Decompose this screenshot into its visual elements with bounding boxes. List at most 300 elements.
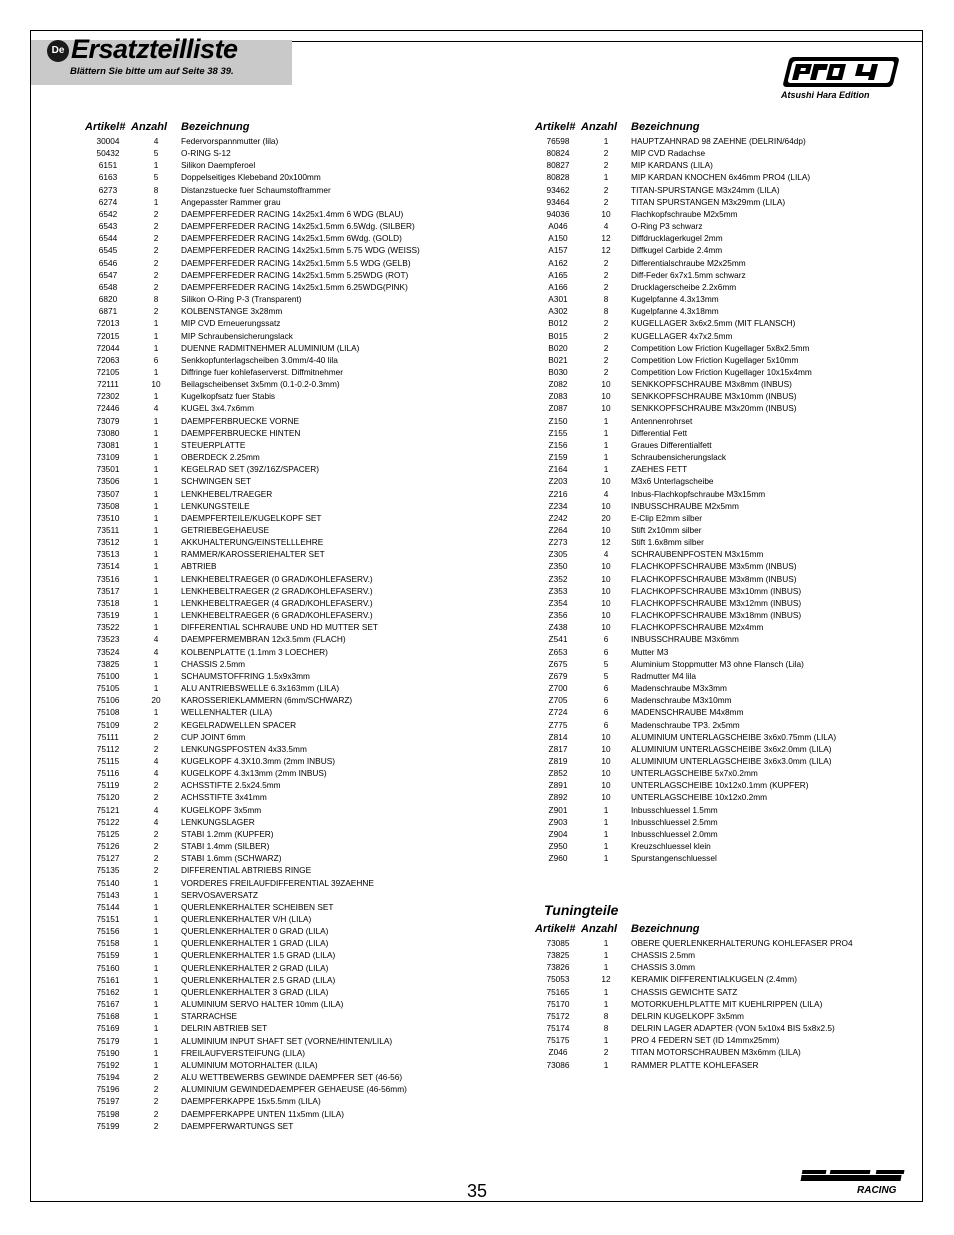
table-row bbox=[535, 621, 836, 633]
description: ALUMINIUM MOTORHALTER (LILA) bbox=[181, 1059, 318, 1070]
description: KERAMIK DIFFERENTIALKUGELN (2.4mm) bbox=[631, 974, 797, 985]
table-row bbox=[535, 147, 836, 159]
quantity: 2 bbox=[153, 1108, 159, 1119]
article-number: Z150 bbox=[548, 415, 568, 426]
table-row bbox=[535, 402, 836, 414]
quantity: 2 bbox=[153, 853, 159, 864]
quantity: 4 bbox=[153, 755, 159, 766]
table-row bbox=[85, 597, 420, 609]
article-number: B021 bbox=[548, 354, 568, 365]
quantity: 1 bbox=[153, 658, 159, 669]
article-number: A166 bbox=[548, 281, 568, 292]
description: KUGELLAGER 3x6x2.5mm (MIT FLANSCH) bbox=[631, 318, 796, 329]
quantity: 1 bbox=[153, 1035, 159, 1046]
description: HAUPTZAHNRAD 98 ZAEHNE (DELRIN/64dp) bbox=[631, 136, 806, 146]
description: QUERLENKERHALTER 0 GRAD (LILA) bbox=[181, 926, 329, 937]
quantity: 1 bbox=[153, 670, 159, 681]
table-row bbox=[535, 585, 836, 597]
quantity: 1 bbox=[603, 804, 609, 815]
article-number: Z541 bbox=[548, 634, 568, 645]
table-row bbox=[535, 755, 836, 767]
article-number: 6547 bbox=[98, 269, 118, 280]
quantity: 4 bbox=[603, 549, 609, 560]
article-number: 73507 bbox=[96, 488, 120, 499]
quantity: 1 bbox=[153, 366, 159, 377]
table-row bbox=[535, 330, 836, 342]
description: Diffkugel Carbide 2.4mm bbox=[631, 245, 723, 256]
article-number: A301 bbox=[548, 294, 568, 305]
description: DAEMPFERFEDER RACING 14x25x1.5mm 6Wdg. (GOLD) bbox=[181, 233, 402, 244]
table-row bbox=[535, 208, 836, 220]
article-number: 75127 bbox=[96, 853, 120, 864]
article-number: Z724 bbox=[548, 707, 568, 718]
table-row bbox=[535, 548, 836, 560]
quantity: 2 bbox=[603, 281, 609, 292]
article-number: 75169 bbox=[96, 1023, 120, 1034]
description: LENKUNGSPFOSTEN 4x33.5mm bbox=[181, 743, 307, 754]
quantity: 1 bbox=[153, 877, 159, 888]
article-number: 73506 bbox=[96, 476, 120, 487]
table-row bbox=[85, 1108, 420, 1120]
table-row bbox=[535, 1046, 853, 1058]
description: DELRIN KUGELKOPF 3x5mm bbox=[631, 1010, 744, 1021]
quantity: 10 bbox=[601, 573, 611, 584]
article-number: 73512 bbox=[96, 537, 120, 548]
article-number: 72446 bbox=[96, 403, 120, 414]
quantity: 1 bbox=[603, 841, 609, 852]
article-number: 75158 bbox=[96, 938, 120, 949]
description: MADENSCHRAUBE M4x8mm bbox=[631, 707, 744, 718]
table-row bbox=[85, 427, 420, 439]
quantity: 1 bbox=[603, 853, 609, 864]
description: Competition Low Friction Kugellager 10x15x4mm bbox=[631, 366, 812, 377]
quantity: 1 bbox=[153, 415, 159, 426]
article-number: 73514 bbox=[96, 561, 120, 572]
article-number: 75106 bbox=[96, 695, 120, 706]
description: ACHSSTIFTE 2.5x24.5mm bbox=[181, 780, 281, 791]
table-row bbox=[535, 743, 836, 755]
article-number: 93462 bbox=[546, 184, 570, 195]
table-row bbox=[535, 135, 836, 147]
quantity: 6 bbox=[603, 719, 609, 730]
tuning-parts-table bbox=[535, 923, 853, 1071]
description: VORDERES FREILAUFDIFFERENTIAL 39ZAEHNE bbox=[181, 877, 374, 888]
article-number: 75119 bbox=[96, 780, 120, 791]
article-number: 80824 bbox=[546, 148, 570, 159]
quantity: 1 bbox=[603, 962, 609, 973]
article-number: Z438 bbox=[548, 622, 568, 633]
description: KUGELKOPF 4.3X10.3mm (2mm INBUS) bbox=[181, 755, 335, 766]
description: CHASSIS GEWICHTE SATZ bbox=[631, 986, 738, 997]
description: Stift 1.6x8mm silber bbox=[631, 537, 704, 548]
article-number: Z353 bbox=[548, 585, 568, 596]
table-row bbox=[85, 463, 420, 475]
article-number: 75111 bbox=[97, 731, 119, 742]
description: Competition Low Friction Kugellager 5x10mm bbox=[631, 354, 799, 365]
quantity: 4 bbox=[153, 816, 159, 827]
description: PRO 4 FEDERN SET (ID 14mmx25mm) bbox=[631, 1035, 780, 1046]
article-number: Z901 bbox=[548, 804, 568, 815]
article-number: 75170 bbox=[546, 998, 570, 1009]
article-number: 73513 bbox=[96, 549, 120, 560]
quantity: 2 bbox=[153, 719, 159, 730]
article-number: 75194 bbox=[96, 1072, 120, 1083]
table-row bbox=[535, 427, 836, 439]
page-subtitle: Blättern Sie bitte um auf Seite 38 39. bbox=[70, 66, 234, 77]
description: DAEMPFERFEDER RACING 14x25x1.5mm 5.5 WDG (GELB) bbox=[181, 257, 411, 268]
article-number: 72015 bbox=[96, 330, 120, 341]
description: DELRIN ABTRIEB SET bbox=[181, 1023, 268, 1034]
article-number: Z264 bbox=[548, 525, 568, 535]
quantity: 2 bbox=[153, 841, 159, 852]
article-number: Z653 bbox=[548, 646, 568, 657]
description: DUENNE RADMITNEHMER ALUMINIUM (LILA) bbox=[181, 342, 360, 353]
quantity: 2 bbox=[603, 257, 609, 268]
table-row bbox=[535, 597, 836, 609]
article-number: 75112 bbox=[96, 743, 120, 754]
quantity: 10 bbox=[601, 561, 611, 572]
description: FREILAUFVERSTEIFUNG (LILA) bbox=[181, 1047, 306, 1058]
article-number: 72063 bbox=[96, 354, 120, 365]
description: DAEMPFERFEDER RACING 14x25x1.4mm 6 WDG (BLAU) bbox=[181, 208, 404, 219]
table-row bbox=[535, 1022, 853, 1034]
table-row bbox=[535, 852, 836, 864]
page-number: 35 bbox=[466, 1181, 488, 1201]
quantity: 1 bbox=[153, 938, 159, 949]
quantity: 4 bbox=[603, 221, 609, 232]
description: KUGELKOPF 4.3x13mm (2mm INBUS) bbox=[181, 768, 327, 779]
quantity: 2 bbox=[603, 184, 609, 195]
article-number: 75105 bbox=[96, 683, 120, 694]
table-row bbox=[535, 609, 836, 621]
quantity: 1 bbox=[153, 525, 159, 535]
description: KUGEL 3x4.7x6mm bbox=[181, 403, 255, 414]
quantity: 1 bbox=[153, 926, 159, 937]
description: Madenschraube TP3. 2x5mm bbox=[631, 719, 740, 730]
pro4-logo bbox=[775, 52, 911, 102]
article-number: 72302 bbox=[96, 391, 120, 402]
description: ALU ANTRIEBSWELLE 6.3x163mm (LILA) bbox=[181, 683, 340, 694]
description: Competition Low Friction Kugellager 5x8x2.5mm bbox=[631, 342, 810, 353]
description: Inbusschluessel 1.5mm bbox=[631, 804, 718, 815]
article-number: 73080 bbox=[96, 427, 120, 438]
article-number: 75151 bbox=[96, 914, 120, 924]
table-row bbox=[85, 220, 420, 232]
quantity: 1 bbox=[153, 610, 159, 621]
description: MOTORKUEHLPLATTE MIT KUEHLRIPPEN (LILA) bbox=[631, 998, 823, 1009]
quantity: 2 bbox=[603, 1047, 609, 1058]
quantity: 2 bbox=[603, 269, 609, 280]
article-number: 72013 bbox=[96, 318, 120, 329]
quantity: 1 bbox=[153, 707, 159, 718]
table-row bbox=[85, 609, 420, 621]
description: DAEMPFERBRUECKE HINTEN bbox=[181, 427, 301, 438]
quantity: 1 bbox=[153, 889, 159, 900]
table-row bbox=[535, 560, 836, 572]
quantity: 10 bbox=[601, 610, 611, 621]
column-header-description: Bezeichnung bbox=[631, 121, 700, 133]
quantity: 1 bbox=[153, 488, 159, 499]
description: ALUMINIUM UNTERLAGSCHEIBE 3x6x3.0mm (LILA) bbox=[631, 755, 832, 766]
article-number: Z156 bbox=[548, 439, 568, 450]
description: KUGELKOPF 3x5mm bbox=[181, 804, 262, 815]
table-row bbox=[85, 244, 420, 256]
quantity: 4 bbox=[603, 488, 609, 499]
article-number: 30004 bbox=[96, 136, 120, 146]
quantity: 2 bbox=[153, 281, 159, 292]
article-number: 75168 bbox=[96, 1011, 120, 1022]
table-row bbox=[85, 804, 420, 816]
table-row bbox=[85, 536, 420, 548]
quantity: 1 bbox=[603, 1035, 609, 1046]
tuning-parts-table-body bbox=[535, 937, 853, 1071]
table-row bbox=[85, 670, 420, 682]
table-row bbox=[85, 974, 420, 986]
article-number: Z675 bbox=[548, 658, 568, 669]
description: UNTERLAGSCHEIBE 10x12x0.1mm (KUPFER) bbox=[631, 780, 809, 791]
article-number: B030 bbox=[548, 366, 568, 377]
article-number: 75140 bbox=[96, 877, 120, 888]
quantity: 1 bbox=[153, 622, 159, 633]
article-number: 75199 bbox=[96, 1120, 120, 1131]
article-number: 6151 bbox=[98, 160, 118, 171]
article-number: A162 bbox=[548, 257, 568, 268]
description: INBUSSCHRAUBE M3x6mm bbox=[631, 634, 739, 645]
table-row bbox=[535, 961, 853, 973]
table-row bbox=[85, 633, 420, 645]
table-row bbox=[85, 646, 420, 658]
table-row bbox=[85, 962, 420, 974]
description: DAEMPFERFEDER RACING 14x25x1.5mm 6.25WDG(PINK) bbox=[181, 281, 408, 292]
table-row bbox=[85, 281, 420, 293]
article-number: 73522 bbox=[96, 622, 120, 633]
article-number: Z904 bbox=[548, 828, 568, 839]
table-row bbox=[535, 937, 853, 949]
table-row bbox=[535, 791, 836, 803]
table-row bbox=[535, 378, 836, 390]
table-row bbox=[535, 500, 836, 512]
table-row bbox=[535, 949, 853, 961]
table-row bbox=[535, 244, 836, 256]
article-number: 75135 bbox=[96, 865, 120, 876]
description: LENKHEBELTRAEGER (6 GRAD/KOHLEFASERV.) bbox=[181, 610, 373, 621]
description: Schraubensicherungslack bbox=[631, 452, 727, 463]
quantity: 2 bbox=[603, 342, 609, 353]
article-number: 75122 bbox=[96, 816, 120, 827]
quantity: 4 bbox=[153, 646, 159, 657]
table-row bbox=[85, 293, 420, 305]
description: STARRACHSE bbox=[181, 1011, 238, 1022]
description: KOLBENSTANGE 3x28mm bbox=[181, 306, 283, 317]
table-row bbox=[535, 536, 836, 548]
table-row bbox=[85, 585, 420, 597]
article-number: 73516 bbox=[96, 573, 120, 584]
column-header-description: Bezeichnung bbox=[181, 121, 250, 133]
description: Kugelkopfsatz fuer Stabis bbox=[181, 391, 276, 402]
quantity: 1 bbox=[603, 950, 609, 961]
description: Distanzstuecke fuer Schaumstofframmer bbox=[181, 184, 331, 195]
article-number: 50432 bbox=[96, 148, 120, 159]
article-number: Z305 bbox=[548, 549, 568, 560]
article-number: 73501 bbox=[96, 464, 120, 475]
table-row bbox=[85, 986, 420, 998]
article-number: A150 bbox=[548, 233, 568, 244]
description: Graues Differentialfett bbox=[631, 439, 712, 450]
quantity: 2 bbox=[153, 780, 159, 791]
article-number: A165 bbox=[548, 269, 568, 280]
quantity: 8 bbox=[603, 1023, 609, 1034]
quantity: 1 bbox=[153, 561, 159, 572]
article-number: Z814 bbox=[548, 731, 568, 742]
table-row bbox=[85, 573, 420, 585]
table-row bbox=[85, 913, 420, 925]
description: OBERDECK 2.25mm bbox=[181, 452, 260, 463]
quantity: 1 bbox=[153, 160, 159, 171]
table-row bbox=[85, 500, 420, 512]
quantity: 10 bbox=[601, 525, 611, 535]
quantity: 10 bbox=[601, 403, 611, 414]
description: Radmutter M4 lila bbox=[631, 670, 697, 681]
article-number: 6542 bbox=[98, 208, 118, 219]
description: QUERLENKERHALTER SCHEIBEN SET bbox=[181, 901, 334, 912]
column-header-quantity: Anzahl bbox=[581, 121, 618, 133]
table-row bbox=[85, 779, 420, 791]
table-row bbox=[85, 949, 420, 961]
article-number: 73825 bbox=[96, 658, 120, 669]
quantity: 2 bbox=[603, 354, 609, 365]
article-number: 73079 bbox=[96, 415, 120, 426]
table-row bbox=[85, 816, 420, 828]
quantity: 2 bbox=[153, 743, 159, 754]
description: Drucklagerscheibe 2.2x6mm bbox=[631, 281, 737, 292]
table-row bbox=[85, 402, 420, 414]
description: SCHWINGEN SET bbox=[181, 476, 252, 487]
svg-text:RACING: RACING bbox=[857, 1185, 897, 1196]
quantity: 1 bbox=[153, 549, 159, 560]
table-row bbox=[535, 463, 836, 475]
table-row bbox=[535, 658, 836, 670]
table-row bbox=[535, 986, 853, 998]
description: KOLBENPLATTE (1.1mm 3 LOECHER) bbox=[181, 646, 328, 657]
description: CHASSIS 2.5mm bbox=[631, 950, 696, 961]
quantity: 6 bbox=[603, 634, 609, 645]
article-number: Z679 bbox=[548, 670, 568, 681]
quantity: 5 bbox=[153, 148, 159, 159]
pro4-tagline: Atsushi Hara Edition bbox=[781, 90, 870, 100]
article-number: 75160 bbox=[96, 962, 120, 973]
quantity: 1 bbox=[153, 1047, 159, 1058]
table-row bbox=[85, 524, 420, 536]
description: FLACHKOPFSCHRAUBE M3x12mm (INBUS) bbox=[631, 597, 802, 608]
article-number: 6273 bbox=[98, 184, 118, 195]
quantity: 1 bbox=[153, 1059, 159, 1070]
description: DAEMPFERKAPPE 15x5.5mm (LILA) bbox=[181, 1096, 321, 1107]
table-row bbox=[85, 184, 420, 196]
quantity: 1 bbox=[153, 901, 159, 912]
table-row bbox=[85, 548, 420, 560]
description: Diffdrucklagerkugel 2mm bbox=[631, 233, 723, 244]
quantity: 6 bbox=[603, 646, 609, 657]
quantity: 10 bbox=[151, 379, 161, 390]
table-row bbox=[85, 560, 420, 572]
quantity: 1 bbox=[603, 816, 609, 827]
article-number: 75162 bbox=[96, 986, 120, 997]
article-number: 75175 bbox=[546, 1035, 570, 1046]
table-row bbox=[535, 646, 836, 658]
description: TITAN-SPURSTANGE M3x24mm (LILA) bbox=[631, 184, 780, 195]
article-number: 75192 bbox=[96, 1059, 120, 1070]
description: Angepasster Rammer grau bbox=[181, 196, 281, 207]
table-row bbox=[85, 415, 420, 427]
table-row bbox=[85, 791, 420, 803]
description: DIFFERENTIAL SCHRAUBE UND HD MUTTER SET bbox=[181, 622, 378, 633]
table-row bbox=[535, 512, 836, 524]
article-number: Z356 bbox=[548, 610, 568, 621]
quantity: 1 bbox=[603, 938, 609, 948]
quantity: 1 bbox=[603, 415, 609, 426]
description: SENKKOPFSCHRAUBE M3x20mm (INBUS) bbox=[631, 403, 797, 414]
article-number: 73524 bbox=[96, 646, 120, 657]
table-row bbox=[85, 305, 420, 317]
quantity: 12 bbox=[601, 233, 611, 244]
quantity: 10 bbox=[601, 792, 611, 803]
table-row bbox=[85, 342, 420, 354]
table-row bbox=[85, 658, 420, 670]
quantity: 10 bbox=[601, 622, 611, 633]
article-number: Z159 bbox=[548, 452, 568, 463]
article-number: 75144 bbox=[96, 901, 120, 912]
article-number: 72044 bbox=[96, 342, 120, 353]
description: MIP KARDANS (LILA) bbox=[631, 160, 713, 171]
quantity: 1 bbox=[153, 452, 159, 463]
quantity: 1 bbox=[153, 1023, 159, 1034]
description: Inbusschluessel 2.5mm bbox=[631, 816, 718, 827]
table-row bbox=[85, 488, 420, 500]
quantity: 5 bbox=[153, 172, 159, 183]
description: Kugelpfanne 4.3x13mm bbox=[631, 294, 719, 305]
table-row bbox=[85, 269, 420, 281]
article-number: A046 bbox=[548, 221, 568, 232]
quantity: 1 bbox=[153, 950, 159, 961]
description: MIP CVD Erneuerungssatz bbox=[181, 318, 281, 329]
description: SCHAUMSTOFFRING 1.5x9x3mm bbox=[181, 670, 310, 681]
quantity: 1 bbox=[603, 136, 609, 146]
quantity: 1 bbox=[603, 986, 609, 997]
table-row bbox=[85, 767, 420, 779]
quantity: 10 bbox=[601, 743, 611, 754]
article-number: 75143 bbox=[96, 889, 120, 900]
description: KEGELRAD SET (39Z/16Z/SPACER) bbox=[181, 464, 320, 475]
article-number: 75161 bbox=[96, 974, 120, 985]
description: Silikon O-Ring P-3 (Transparent) bbox=[181, 294, 302, 305]
quantity: 6 bbox=[603, 683, 609, 694]
article-number: Z155 bbox=[548, 427, 568, 438]
table-row bbox=[85, 1059, 420, 1071]
description: WELLENHALTER (LILA) bbox=[181, 707, 273, 718]
article-number: 6163 bbox=[98, 172, 118, 183]
article-number: 75165 bbox=[546, 986, 570, 997]
quantity: 1 bbox=[153, 537, 159, 548]
description: DAEMPFERFEDER RACING 14x25x1.5mm 5.25WDG (ROT) bbox=[181, 269, 409, 280]
quantity: 6 bbox=[603, 707, 609, 718]
table-row bbox=[535, 816, 836, 828]
description: FLACHKOPFSCHRAUBE M3x10mm (INBUS) bbox=[631, 585, 802, 596]
table-row bbox=[85, 1095, 420, 1107]
quantity: 1 bbox=[153, 427, 159, 438]
description: Flachkopfschraube M2x5mm bbox=[631, 208, 738, 219]
description: E-Clip E2mm silber bbox=[631, 512, 702, 523]
table-row bbox=[85, 755, 420, 767]
